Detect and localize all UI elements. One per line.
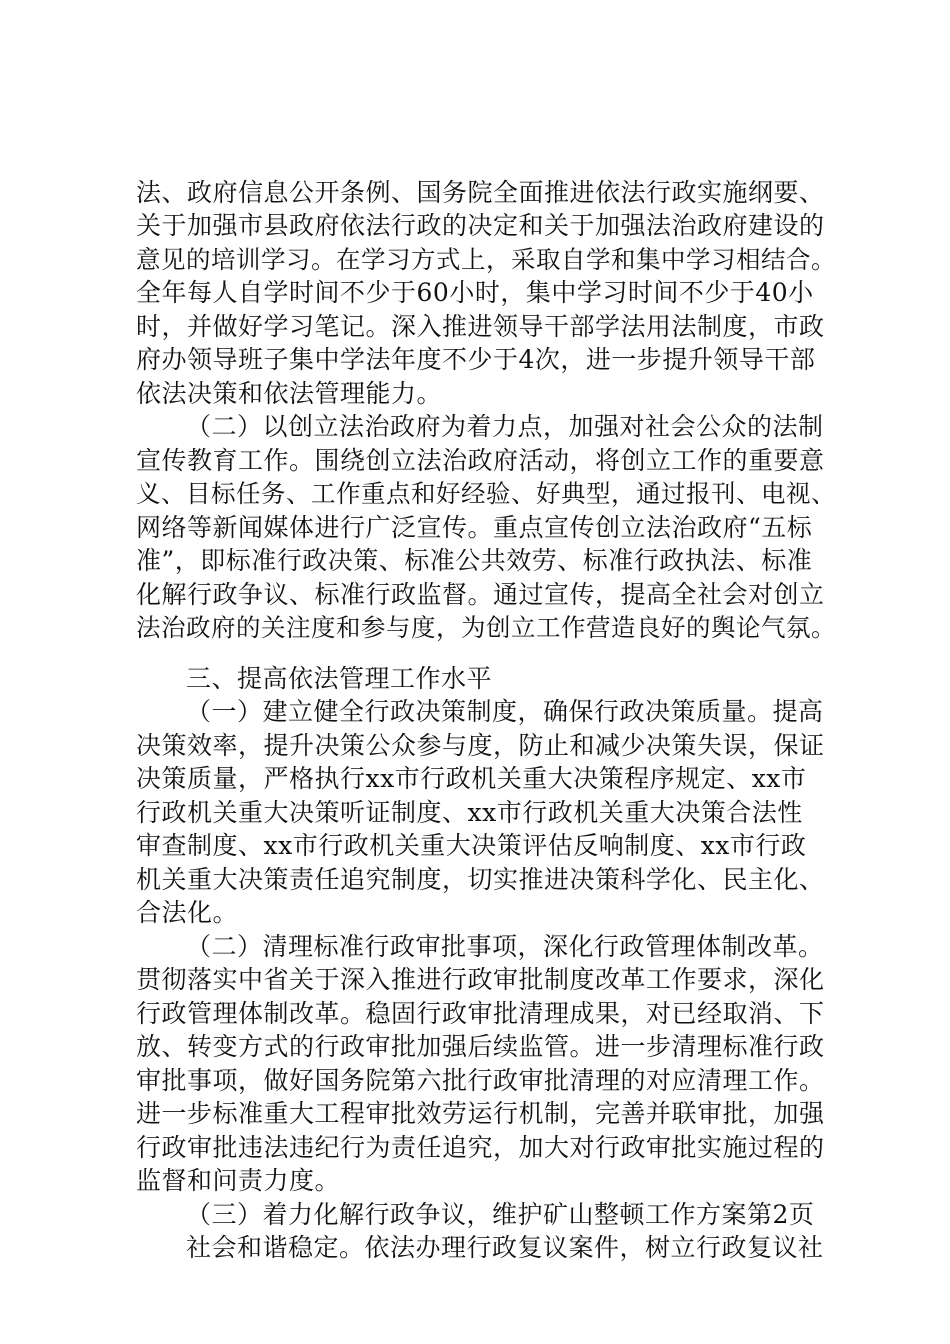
text-line: 监督和问责力度。 (136, 1166, 341, 1195)
text-line: 进一步标准重大工程审批效劳运行机制，完善并联审批，加强 (136, 1099, 825, 1128)
paragraph-first-line: （二）清理标准行政审批事项，深化行政管理体制改革。 (186, 932, 824, 961)
text-line: 机关重大决策责任追究制度，切实推进决策科学化、民主化、 (136, 865, 825, 894)
text-line: 决策质量，严格执行xx市行政机关重大决策程序规定、xx市 (136, 764, 807, 793)
text-line: 审批事项，做好国务院第六批行政审批清理的对应清理工作。 (136, 1066, 825, 1095)
text-line: 审查制度、xx市行政机关重大决策评估反响制度、xx市行政 (136, 831, 807, 860)
text-line: 义、目标任务、工作重点和好经验、好典型，通过报刊、电视、 (136, 479, 836, 508)
text-line: 法、政府信息公开条例、国务院全面推进依法行政实施纲要、 (136, 178, 825, 207)
text-line: 放、转变方式的行政审批加强后续监管。进一步清理标准行政 (136, 1032, 825, 1061)
text-line: 化解行政争议、标准行政监督。通过宣传，提高全社会对创立 (136, 580, 825, 609)
paragraph-first-line: （二）以创立法治政府为着力点，加强对社会公众的法制 (186, 412, 824, 441)
text-line: 意见的培训学习。在学习方式上，采取自学和集中学习相结合。 (136, 245, 836, 274)
text-line: 贯彻落实中省关于深入推进行政审批制度改革工作要求，深化 (136, 965, 825, 994)
text-line: 准”，即标准行政决策、标准公共效劳、标准行政执法、标准 (136, 546, 813, 575)
text-line: 合法化。 (136, 898, 239, 927)
section-heading: 三、提高依法管理工作水平 (186, 664, 493, 693)
text-line: 全年每人自学时间不少于60小时，集中学习时间不少于40小 (136, 278, 814, 307)
text-line: 依法决策和依法管理能力。 (136, 379, 443, 408)
text-line: 宣传教育工作。围绕创立法治政府活动，将创立工作的重要意 (136, 446, 825, 475)
text-line: 关于加强市县政府依法行政的决定和关于加强法治政府建设的 (136, 211, 825, 240)
text-line: 社会和谐稳定。依法办理行政复议案件，树立行政复议社 (186, 1233, 824, 1262)
paragraph-first-line: （三）着力化解行政争议，维护矿山整顿工作方案第2页 (186, 1200, 815, 1229)
text-line: 决策效率，提升决策公众参与度，防止和减少决策失误，保证 (136, 731, 825, 760)
text-line: 网络等新闻媒体进行广泛宣传。重点宣传创立法治政府“五标 (136, 513, 813, 542)
text-line: 时，并做好学习笔记。深入推进领导干部学法用法制度，市政 (136, 312, 825, 341)
text-line: 行政管理体制改革。稳固行政审批清理成果，对已经取消、下 (136, 999, 825, 1028)
text-line: 府办领导班子集中学法年度不少于4次，进一步提升领导干部 (136, 345, 816, 374)
text-line: 行政审批违法违纪行为责任追究，加大对行政审批实施过程的 (136, 1133, 825, 1162)
text-line: 法治政府的关注度和参与度，为创立工作营造良好的舆论气氛。 (136, 613, 836, 642)
text-line: 行政机关重大决策听证制度、xx市行政机关重大决策合法性 (136, 798, 803, 827)
paragraph-first-line: （一）建立健全行政决策制度，确保行政决策质量。提高 (186, 697, 824, 726)
